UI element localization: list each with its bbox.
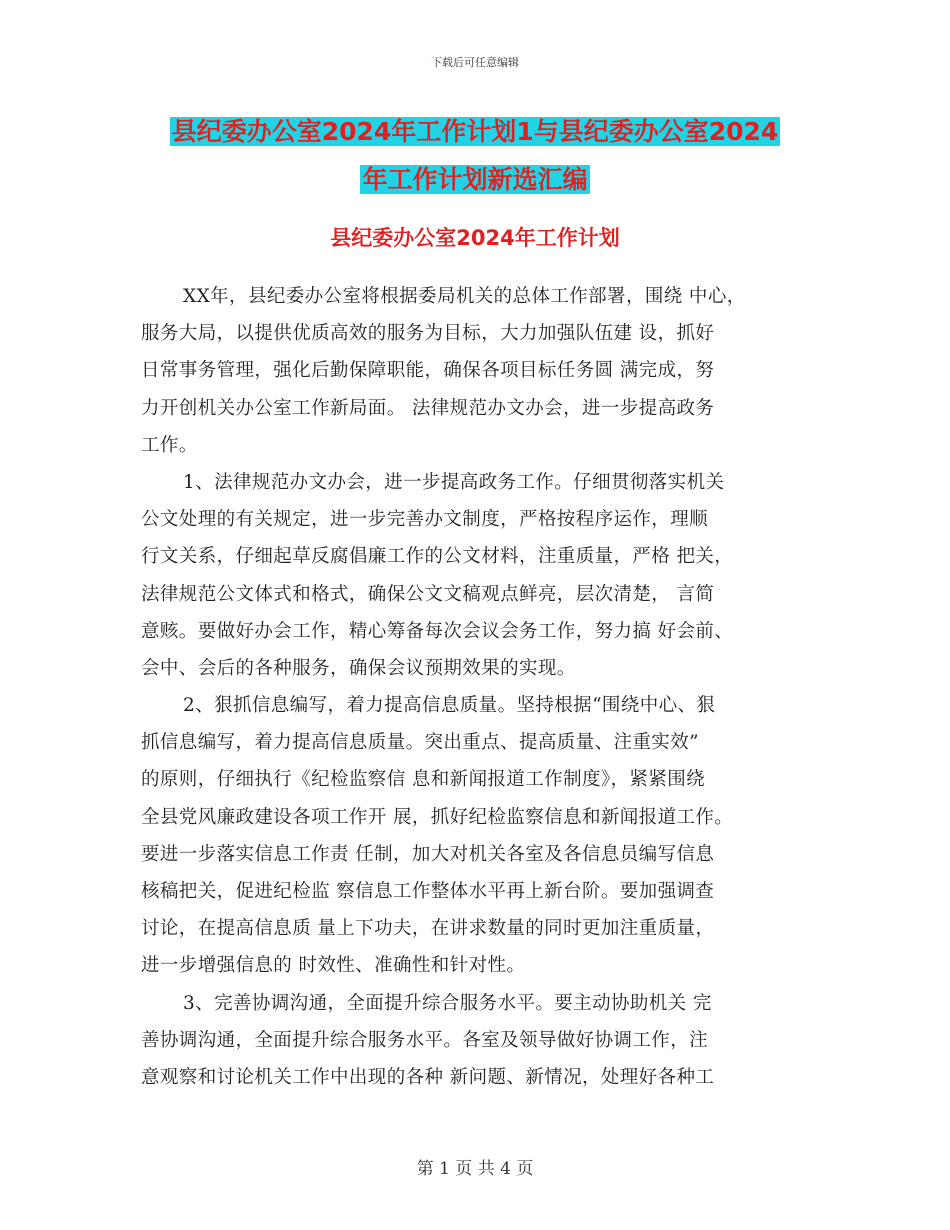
- text-line: 要进一步落实信息工作责 任制，加大对机关各室及各信息员编写信息: [141, 843, 715, 865]
- text-line: 公文处理的有关规定，进一步完善办文制度，严格按程序运作，理顺: [141, 509, 709, 531]
- document-title: [0, 108, 950, 204]
- text-line: 抓信息编写，着力提高信息质量。突出重点、提高质量、注重实效”: [141, 732, 699, 754]
- text-line: 1、法律规范办文办会，进一步提高政务工作。仔细贯彻落实机关: [183, 471, 725, 493]
- text-line: 日常事务管理，强化后勤保障职能，确保各项目标任务圆 满完成，努: [141, 360, 715, 382]
- body-text: [141, 278, 831, 1096]
- text-line: 力开创机关办公室工作新局面。 法律规范办文办会，进一步提高政务: [141, 397, 715, 419]
- text-line: 全县党风廉政建设各项工作开 展，抓好纪检监察信息和新闻报道工作。: [141, 806, 734, 828]
- text-line: 意赅。要做好办会工作，精心筹备每次会议会务工作，努力搞 好会前、: [141, 620, 734, 642]
- text-line: 2、狠抓信息编写，着力提高信息质量。坚持根据“围绕中心、狠: [183, 695, 716, 717]
- text-line: 会中、会后的各种服务，确保会议预期效果的实现。: [141, 657, 576, 679]
- page-footer: 第 1 页 共 4 页: [416, 1159, 534, 1179]
- text-line: 讨论，在提高信息质 量上下功夫，在讲求数量的同时更加注重质量，: [141, 918, 715, 940]
- text-line: 的原则，仔细执行《纪检监察信 息和新闻报道工作制度》，紧紧围绕: [141, 769, 706, 791]
- text-line: 服务大局，以提供优质高效的服务为目标，大力加强队伍建 设，抓好: [141, 323, 715, 345]
- text-line: 意观察和讨论机关工作中出现的各种 新问题、新情况，处理好各种工: [141, 1066, 715, 1088]
- text-line: XX年，县纪委办公室将根据委局机关的总体工作部署，围绕 中心，: [183, 286, 746, 307]
- text-line: 核稿把关，促进纪检监 察信息工作整体水平再上新台阶。要加强调查: [141, 881, 715, 902]
- title-line-1: 县纪委办公室2024年工作计划1与县纪委办公室2024: [171, 117, 779, 146]
- text-line: 3、完善协调沟通，全面提升综合服务水平。要主动协助机关 完: [183, 992, 712, 1014]
- text-line: 善协调沟通，全面提升综合服务水平。各室及领导做好协调工作，注: [141, 1029, 709, 1051]
- text-line: 进一步增强信息的 时效性、准确性和针对性。: [141, 955, 526, 977]
- section-title: 县纪委办公室2024年工作计划: [330, 226, 620, 250]
- text-line: 行文关系，仔细起草反腐倡廉工作的公文材料，注重质量，严格 把关，: [141, 546, 734, 568]
- text-line: 法律规范公文体式和格式，确保公文文稿观点鲜亮，层次清楚， 言简: [141, 583, 715, 605]
- text-line: 工作。: [141, 434, 198, 456]
- header-note: 下载后可任意编辑: [431, 56, 519, 69]
- title-line-2: 年工作计划新选汇编: [362, 165, 588, 194]
